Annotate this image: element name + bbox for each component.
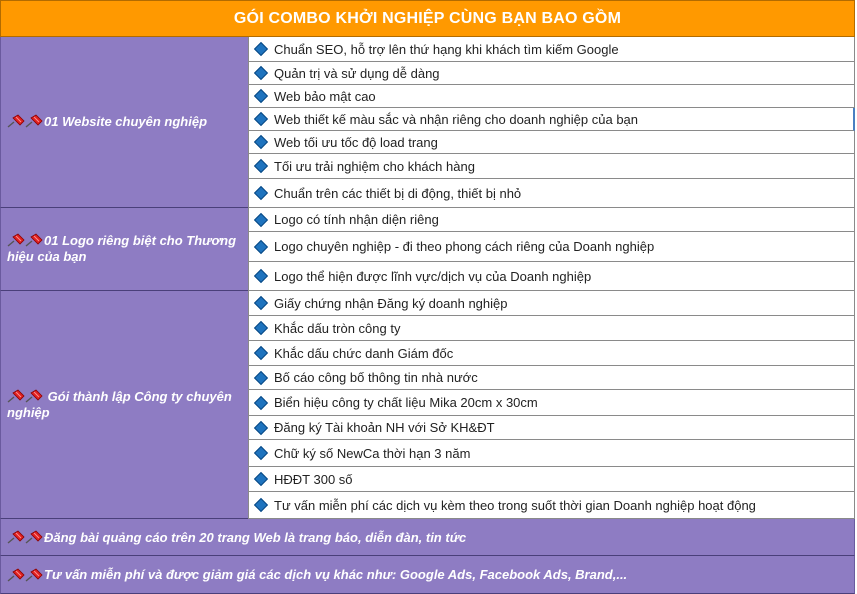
group-label-text: 01 Website chuyên nghiệp	[44, 114, 208, 129]
table-row	[248, 291, 855, 316]
pushpin-icon	[7, 568, 25, 582]
table-row	[248, 341, 855, 366]
pushpin-icon	[7, 530, 25, 544]
group-label	[7, 389, 248, 421]
row-text: Khắc dấu tròn công ty	[274, 320, 401, 336]
group-label	[7, 114, 207, 130]
diamond-bullet-icon	[254, 186, 268, 200]
pushpin-icon	[25, 389, 43, 403]
row-text: Quản trị và sử dụng dễ dàng	[274, 65, 440, 81]
group-cell-2	[0, 208, 248, 291]
table-row	[248, 262, 855, 291]
pushpin-pair	[7, 568, 43, 582]
diamond-bullet-icon	[254, 472, 268, 486]
diamond-bullet-icon	[254, 112, 268, 126]
diamond-bullet-icon	[254, 446, 268, 460]
table-row	[248, 366, 855, 390]
row-text: Tối ưu trải nghiệm cho khách hàng	[274, 158, 475, 174]
table-row	[248, 467, 855, 492]
diamond-bullet-icon	[254, 66, 268, 80]
group-label-text: 01 Logo riêng biệt cho Thương hiệu của bạn	[7, 233, 237, 264]
table-row	[248, 492, 855, 519]
diamond-bullet-icon	[254, 159, 268, 173]
row-text: Bố cáo công bố thông tin nhà nước	[274, 370, 478, 385]
pushpin-icon	[25, 530, 43, 544]
table-row	[248, 440, 855, 467]
row-text: Logo thể hiện được lĩnh vực/dịch vụ của Doanh nghiệp	[274, 268, 592, 284]
pushpin-icon	[7, 233, 25, 247]
table-row	[248, 416, 855, 440]
table-title: GÓI COMBO KHỞI NGHIỆP CÙNG BẠN BAO GỒM	[0, 0, 855, 37]
pushpin-pair	[7, 114, 43, 128]
table-row	[248, 208, 855, 232]
table-row	[248, 179, 855, 208]
footer-row-text: Đăng bài quảng cáo trên 20 trang Web là trang báo, diễn đàn, tin tức	[44, 529, 467, 545]
row-text: Logo chuyên nghiệp - đi theo phong cách riêng của Doanh nghiệp	[274, 239, 655, 254]
row-text: Chuẩn SEO, hỗ trợ lên thứ hạng khi khách tìm kiếm Google	[274, 41, 619, 57]
diamond-bullet-icon	[254, 239, 268, 253]
row-text: Biển hiệu công ty chất liệu Mika 20cm x 30cm	[274, 395, 538, 410]
pushpin-icon	[25, 568, 43, 582]
diamond-bullet-icon	[254, 212, 268, 226]
diamond-bullet-icon	[254, 89, 268, 103]
row-text: Chuẩn trên các thiết bị di động, thiết bị nhỏ	[274, 185, 522, 201]
diamond-bullet-icon	[254, 269, 268, 283]
row-text: Web bảo mật cao	[274, 88, 376, 104]
footer-row-1	[0, 519, 855, 556]
diamond-bullet-icon	[254, 135, 268, 149]
diamond-bullet-icon	[254, 321, 268, 335]
group-cell-1	[0, 37, 248, 208]
table-row	[248, 131, 855, 154]
pushpin-icon	[25, 233, 43, 247]
table-row	[248, 232, 855, 262]
pushpin-icon	[7, 114, 25, 128]
pushpin-pair	[7, 233, 43, 247]
row-text: Đăng ký Tài khoản NH với Sở KH&ĐT	[274, 420, 495, 435]
table-row	[248, 108, 855, 131]
table-row	[248, 154, 855, 179]
diamond-bullet-icon	[254, 395, 268, 409]
diamond-bullet-icon	[254, 296, 268, 310]
row-text: HĐĐT 300 số	[274, 471, 353, 487]
row-text: Web tối ưu tốc độ load trang	[274, 134, 438, 150]
group-label-text: Gói thành lập Công ty chuyên nghiệp	[7, 388, 232, 420]
table-row	[248, 85, 855, 108]
table-row	[248, 62, 855, 85]
group-label	[7, 233, 248, 265]
pushpin-icon	[25, 114, 43, 128]
row-text: Chữ ký số NewCa thời hạn 3 năm	[274, 445, 471, 461]
row-text: Logo có tính nhận diện riêng	[274, 212, 439, 227]
group-cell-3	[0, 291, 248, 519]
footer-row-text: Tư vấn miễn phí và được giảm giá các dịch vụ khác như: Google Ads, Facebook Ads, Brand,...	[44, 567, 628, 582]
table-row	[248, 316, 855, 341]
row-text: Giấy chứng nhận Đăng ký doanh nghiệp	[274, 295, 508, 311]
diamond-bullet-icon	[254, 420, 268, 434]
table-row	[248, 390, 855, 416]
table-row	[248, 37, 855, 62]
pushpin-pair	[7, 389, 43, 403]
row-text: Tư vấn miễn phí các dịch vụ kèm theo trong suốt thời gian Doanh nghiệp hoạt động	[274, 497, 756, 513]
row-text: Web thiết kế màu sắc và nhận riêng cho doanh nghiệp của bạn	[274, 111, 639, 127]
pushpin-pair	[7, 530, 43, 544]
row-text: Khắc dấu chức danh Giám đốc	[274, 345, 454, 361]
diamond-bullet-icon	[254, 346, 268, 360]
diamond-bullet-icon	[254, 498, 268, 512]
diamond-bullet-icon	[254, 42, 268, 56]
pushpin-icon	[7, 389, 25, 403]
diamond-bullet-icon	[254, 370, 268, 384]
footer-row-2	[0, 556, 855, 594]
